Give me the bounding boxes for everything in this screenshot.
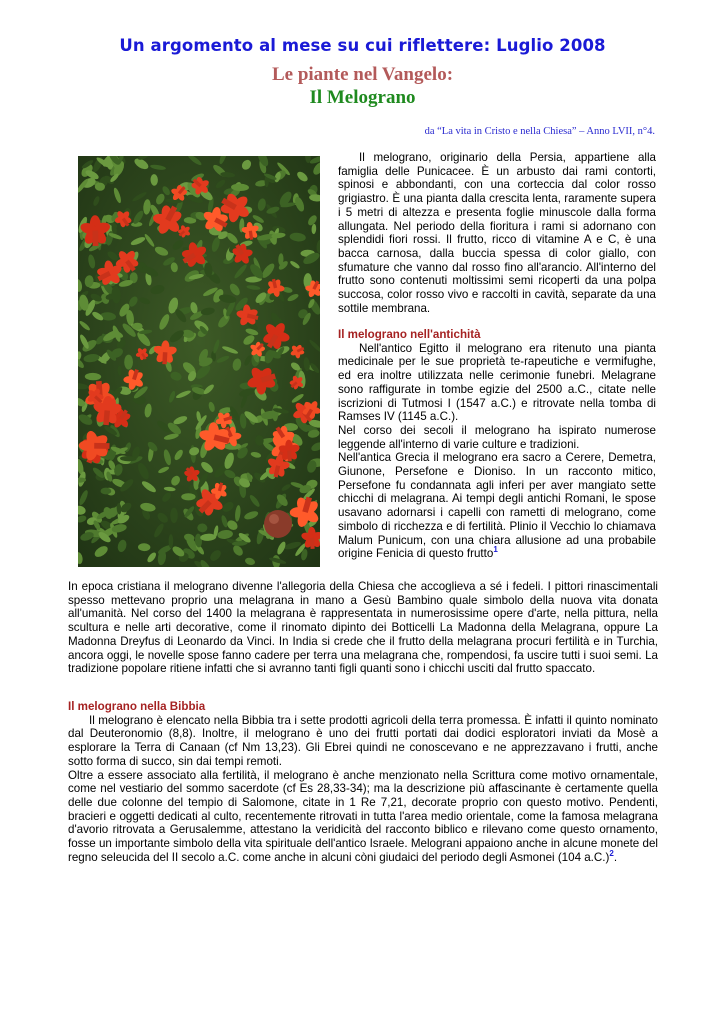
antiquity-paragraph-1: Nell'antico Egitto il melograno era ritenuto una pianta medicinale per le sue proprietà te-rapeutiche e vermifughe, ed era inoltre utilizzata nelle cerimonie funebri. Melagrane sono raffigurate in tombe egizie del 2500 a.C., citate nelle iscrizioni di Tutmosi I (1547 a.C.) e ritrovate nella tomba di Ramses IV (1145 a.C.). — [338, 341, 656, 424]
section-heading-antiquity: Il melograno nell'antichità — [338, 328, 481, 341]
bible-paragraph-2-end: . — [613, 850, 618, 864]
antiquity-paragraph-3-text: Nell'antica Grecia il melograno era sacro a Cerere, Demetra, Giunone, Persefone e Dioniso. In un racconto mitico, Persefone fu condannata agli inferi per aver mangiato sette chicchi di melagrana. Ai tempi degli antichi Romani, le spose usavano adornarsi i capelli con rametti di melograno, come simbolo di ricchezza e di fertilità. Plinio il Vecchio lo chiamava Malum Punicum, con una chiara allusione ad una probabile origine Fenicia di questo frutto — [338, 451, 656, 561]
subtitle-plant: Il Melograno — [309, 87, 416, 108]
footnote-ref-1[interactable]: 1 — [493, 545, 498, 555]
antiquity-paragraph-2: Nel corso dei secoli il melograno ha ispirato numerose leggende all'interno di varie culture e tradizioni. — [338, 423, 656, 451]
intro-paragraph: Il melograno, originario della Persia, appartiene alla famiglia delle Punicacee. È un arbusto dai rami contorti, spinosi e abbondanti, con una corteccia dal color rosso grigiastro. È una pianta dalla crescita lenta, raramente supera i 5 metri di altezza e presenta foglie minuscole dalla forma allungata. Nel periodo della fioritura i rami si adornano con splendidi fiori rossi. Il frutto, ricco di vitamine A e C, è una bacca carnosa, dalla buccia spessa di color giallo, con sfumature che vanno dal rosso fino all'arancio. All'interno del frutto sono contenuti moltissimi semi ricoperti da una polpa succosa, color rosso vivo e raccolti in cavità, separate da una sottile membrana. — [338, 151, 656, 315]
christian-era-block — [68, 580, 658, 676]
footnote-ref-2[interactable]: 2 — [609, 848, 614, 858]
antiquity-paragraph-3 — [338, 451, 656, 561]
bible-paragraph-2-text: Oltre a essere associato alla fertilità, il melograno è anche menzionato nella Scrittura come motivo ornamentale, come nel vestiario del sommo sacerdote (cf Es 28,33-34); ma la descrizione più affascinante è certamente quella delle due colonne del tempio di Salomone, citate in 1 Re 7,21, decorate proprio con questo motivo. Pendenti, bracieri e oggetti dedicati al culto, recentemente ritrovati in tutta l'area medio orientale, come la famosa melagrana d'avorio ritrovata a Gerusalemme, attestano la veridicità del racconto biblico e rilevano come questo ornamento, fosse un importante simbolo della vita spirituale dell'antico Israele. Melograni appaiono anche in alcune monete del regno seleucida del II secolo a.C. come anche in alcuni còni giudaici del periodo degli Asmonei (104 a.C.) — [68, 768, 658, 864]
bible-section — [68, 700, 658, 864]
antiquity-section — [338, 328, 656, 561]
intro-text-block — [338, 151, 656, 315]
subtitle-theme: Le piante nel Vangelo: — [271, 64, 454, 85]
bible-paragraph-1: Il melograno è elencato nella Bibbia tra i sette prodotti agricoli della terra promessa. È infatti il quinto nominato dal Deuteronomio (8,8). Inoltre, il melograno è uno dei frutti portati dai dodici esploratori inviati da Mosè a esplorare la Terra di Canaan (cf Nm 13,23). Gli Ebrei quindi ne conoscevano e ne apprezzavano i frutti, anche sotto forma di succo, sin dai tempi remoti. — [68, 713, 658, 768]
pomegranate-photo — [78, 156, 320, 567]
main-title: Un argomento al mese su cui riflettere: Luglio 2008 — [119, 36, 606, 55]
bible-paragraph-2 — [68, 769, 658, 865]
section-heading-bible: Il melograno nella Bibbia — [68, 700, 206, 713]
antiquity-paragraph-4: In epoca cristiana il melograno divenne l'allegoria della Chiesa che accoglieva a sé i fedeli. I pittori rinascimentali spesso mettevano proprio una melagrana in mano a Gesù Bambino quale simbolo della nuova vita donata all'umanità. Nel corso del 1400 la melagrana è rappresentata in numerosissime opere d'arte, nella pittura, nella scultura e nelle arti decorative, come il rinomato dipinto dei Botticelli La Madonna della Melagrana, oppure La Madonna Dreyfus di Leonardo da Vinci. In India si crede che il frutto della melagrana procuri fertilità e in Turchia, ancora oggi, le novelle spose fanno cadere per terra una melagrana che, rompendosi, fa uscire tutti i suoi semi. La tradizione popolare ritiene infatti che si avranno tanti figli quanti sono i chicchi usciti dal frutto spaccato. — [68, 580, 658, 676]
source-citation: da “La vita in Cristo e nella Chiesa” – Anno LVII, n°4. — [424, 126, 655, 137]
